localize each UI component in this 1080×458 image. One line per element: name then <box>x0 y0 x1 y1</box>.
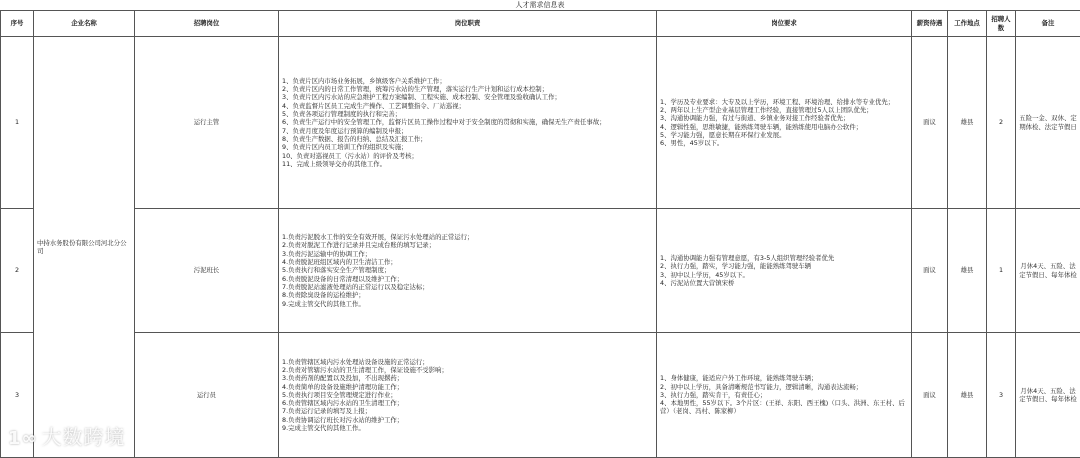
duty-line: 10、负责对巡视员工（污水站）的评价及考核； <box>282 151 418 160</box>
requirement-line: 6、男性，45岁以下。 <box>660 139 724 148</box>
requirement-line: 1、身体健康，能适应户外工作环境，能熟练驾驶车辆； <box>660 374 818 383</box>
row-no: 2 <box>1 209 34 333</box>
duty-line: 8.负责协调运行班长对污水站的维护工作； <box>282 415 404 424</box>
duties-cell <box>279 37 657 209</box>
duty-line: 11、完成上级领导交办的其他工作。 <box>282 159 386 168</box>
duty-line: 3.负责药剂的配置以及投加，不出现撂药； <box>282 374 404 383</box>
requirement-line: 4、本地男性，55岁以下。3个片区：(王祥、东阳、西王槐)（口头、洪洲、东王村、后营）（老岗、冯村、陈家柳） <box>660 399 905 416</box>
header-company: 企业名称 <box>34 11 135 37</box>
duties-cell <box>279 333 657 458</box>
requirement-line: 4、逻辑性强，思维敏捷，能熟练驾驶车辆，能熟练使用电脑办公软件； <box>660 122 863 131</box>
location: 雄县 <box>948 209 987 333</box>
duty-line: 1.负责污泥脱水工作的安全有效开展，保证污水处理站的正常运行； <box>282 233 474 242</box>
duty-line: 4.负责脱泥班组区域内的卫生清洁工作； <box>282 258 397 267</box>
location: 雄县 <box>948 333 987 458</box>
hire-count: 2 <box>987 37 1016 209</box>
location: 雄县 <box>948 37 987 209</box>
header-location: 工作地点 <box>948 11 987 37</box>
header-no: 序号 <box>1 11 34 37</box>
duty-line: 8、负责生产数据、报告的归纳、总结及汇报工作； <box>282 134 427 143</box>
position-name: 运行主管 <box>135 37 279 209</box>
salary: 面议 <box>912 209 948 333</box>
header-position: 招聘岗位 <box>135 11 279 37</box>
table-title: 人才需求信息表 <box>0 0 1080 11</box>
header-duties: 岗位职责 <box>279 11 657 37</box>
header-row <box>1 11 1080 37</box>
watermark <box>8 420 158 454</box>
duty-line: 3.负责污泥运输中的协调工作； <box>282 249 372 258</box>
duty-line: 1、负责片区内市场业务拓展，乡镇级客户关系维护工作； <box>282 76 446 85</box>
duty-line: 2.负责对脱泥工作进行记录并且完成台账的填写记录； <box>282 241 436 250</box>
requirements-cell <box>657 209 912 333</box>
duty-line: 2、负责片区内的日常工作管理，统筹污水站的生产管理，落实运行生产计划和运行成本控制； <box>282 85 549 94</box>
duty-line: 4、负责监督片区员工完成生产操作、工艺调整指令、厂站巡视； <box>282 101 466 110</box>
requirement-line: 3、沟通协调能力强，有过与街道、乡镇业务对接工作经验者优先； <box>660 114 850 123</box>
header-salary: 薪资待遇 <box>912 11 948 37</box>
table-row <box>1 209 1080 333</box>
requirement-line: 2、初中以上学历，具备清晰规范书写能力，逻辑清晰，沟通表达流畅； <box>660 382 863 391</box>
requirement-line: 1、沟通协调能力强有管理意愿，有3-5人组织管理经验者优先 <box>660 253 835 262</box>
table-row <box>1 37 1080 209</box>
position-name: 污泥班长 <box>135 209 279 333</box>
duty-line: 9.完成主管交代的其他工作。 <box>282 299 365 308</box>
duty-line: 6.负责脱泥设备的日常清理以及维护工作； <box>282 274 404 283</box>
duty-line: 7.负责脱泥站滤液处理站的正常运行以及稳定达标； <box>282 282 429 291</box>
watermark-logo-icon: 1∞ <box>8 428 38 449</box>
row-no: 1 <box>1 37 34 209</box>
requirement-line: 4、污泥站位置大营镇宋桥 <box>660 278 735 287</box>
watermark-text: 大数跨境 <box>41 425 126 449</box>
duty-line: 3、负责片区内污水站的应急维护工程方案编制、工程实施、成本控制、安全管理及验收确认工作； <box>282 93 561 102</box>
duties-cell <box>279 209 657 333</box>
header-requirements: 岗位要求 <box>657 11 912 37</box>
remarks: 五险一金、双休、定期体检、法定节假日 <box>1016 37 1080 209</box>
duty-line: 9.完成主管交代的其他工作。 <box>282 424 365 433</box>
requirement-line: 3、初中以上学历，45岁以下。 <box>660 270 749 279</box>
requirement-line: 1、学历及专业要求：大专及以上学历，环境工程、环境治理、给排水等专业优先； <box>660 97 895 106</box>
row-no: 3 <box>1 333 34 458</box>
hire-count: 3 <box>987 333 1016 458</box>
duty-line: 6.负责管辖区域内污水站的卫生清理工作； <box>282 399 404 408</box>
header-remarks: 备注 <box>1016 11 1080 37</box>
duty-line: 7、负责月度及年度运行预算的编制及申报； <box>282 126 408 135</box>
requirements-cell <box>657 37 912 209</box>
position-name: 运行员 <box>135 333 279 458</box>
remarks: 月休4天、五险、法定节假日、每年体检 <box>1016 209 1080 333</box>
duty-line: 6、负责生产运行中的安全管理工作，监督片区员工操作过程中对于安全制度的贯彻和实施，确保无生产责任事故； <box>282 118 606 127</box>
duty-line: 5、负责各项运行管理制度的执行和完善； <box>282 110 402 119</box>
requirement-line: 2、两年以上生产型企业基层管理工作经验，直接管理过5人以上团队优先； <box>660 105 873 114</box>
duty-line: 5.负责执行项目安全管理规定进行作业； <box>282 390 397 399</box>
duty-line: 7.负责运行记录的填写及上报； <box>282 407 372 416</box>
remarks: 月休4天、五险、法定节假日、每年体检 <box>1016 333 1080 458</box>
table-row <box>1 333 1080 458</box>
requirements-cell <box>657 333 912 458</box>
duty-line: 9、负责片区内员工培训工作的组织及实施； <box>282 143 408 152</box>
duty-line: 8.负责除臭设备的运检维护； <box>282 291 365 300</box>
duty-line: 4.负责简单的设备设施维护清理功能工作； <box>282 382 404 391</box>
duty-line: 5.负责执行和落实安全生产管理制度； <box>282 266 391 275</box>
duty-line: 2.负责对管辖污水站的卫生清理工作，保证设施不受影响； <box>282 365 448 374</box>
talent-demand-table <box>0 10 1080 458</box>
requirement-line: 2、执行力强，踏实，学习能力强，能能熟练驾驶车辆 <box>660 262 812 271</box>
header-count: 招聘人数 <box>987 11 1016 37</box>
company-name: 中持水务股份有限公司河北分公司 <box>34 37 135 458</box>
requirement-line: 5、学习能力强，愿意长期在环保行业发展。 <box>660 130 786 139</box>
duty-line: 1.负责管辖区域内污水处理站设备设施的正常运行； <box>282 357 429 366</box>
salary: 面议 <box>912 37 948 209</box>
requirement-line: 3、执行力强，踏实肯干，有责任心； <box>660 390 767 399</box>
salary: 面议 <box>912 333 948 458</box>
hire-count: 1 <box>987 209 1016 333</box>
